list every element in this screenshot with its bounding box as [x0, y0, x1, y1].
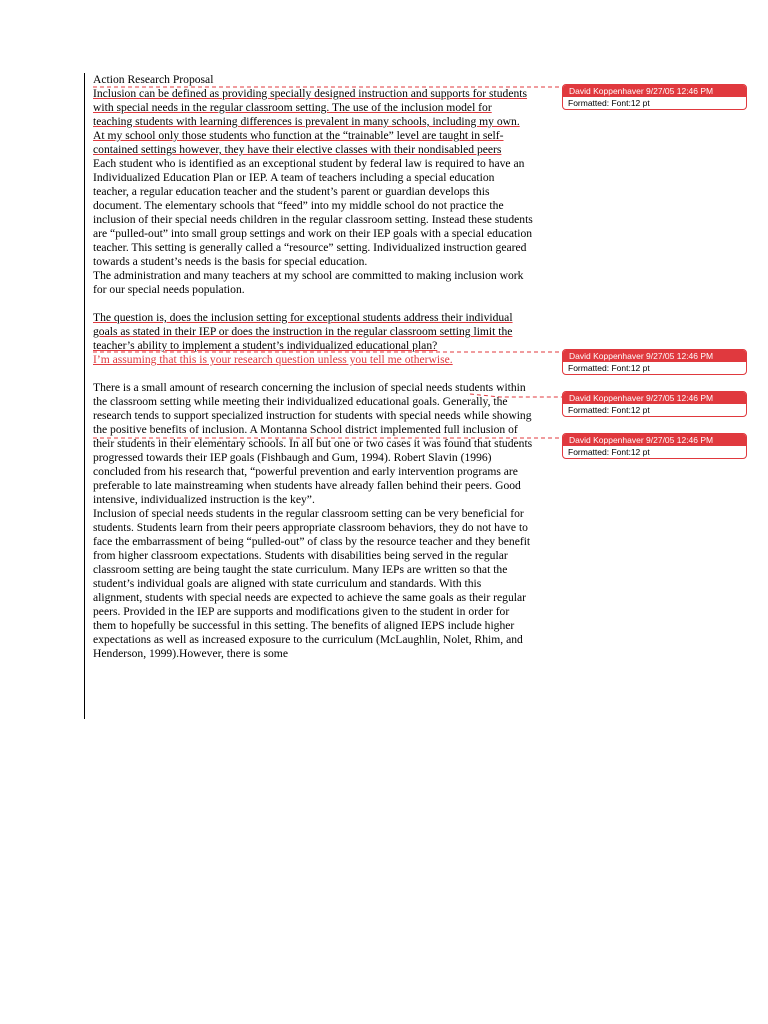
document-title: Action Research Proposal — [93, 73, 214, 86]
balloon-text: Formatted: Font:12 pt — [568, 98, 650, 108]
balloon-author: David Koppenhaver 9/27/05 12:46 PM — [563, 85, 746, 97]
balloon-text: Formatted: Font:12 pt — [568, 363, 650, 373]
balloon-author: David Koppenhaver 9/27/05 12:46 PM — [563, 350, 746, 362]
markup-balloon[interactable] — [562, 349, 747, 375]
inserted-comment-text: I’m assuming that this is your research question unless you tell me otherwise. — [93, 353, 453, 366]
balloon-author: David Koppenhaver 9/27/05 12:46 PM — [563, 434, 746, 446]
markup-balloon[interactable] — [562, 391, 747, 417]
blank-line — [93, 367, 533, 381]
balloon-text: Formatted: Font:12 pt — [568, 405, 650, 415]
paragraph: Inclusion of special needs students in the regular classroom setting can be very beneficial for students. Students learn from their peers appropriate classroom behaviors, they do not have to face the embarrassment of being “pulled-out” of class by the resource teacher and they benefit from higher classroom expectations. Students with disabilities being served in the regular classroom setting are being taught the state curriculum. Many IEPs are written so that the student’s individual goals are aligned with state curriculum and standards. With this alignment, students with special needs are expected to achieve the same goals as their regular peers. Provided in the IEP are supports and modifications given to the student in order for them to hopefully be successful in this setting. The benefits of aligned IEPS include higher expectations as well as increased exposure to the curriculum (McLaughlin, Nolet, Rhim, and Henderson, 1999).However, there is some — [93, 507, 531, 660]
document-body — [93, 73, 533, 661]
markup-balloon[interactable] — [562, 433, 747, 459]
research-question: The question is, does the inclusion setting for exceptional students address their individual goals as stated in their IEP or does the instruction in the regular classroom setting limit the teacher’s ability to implement a student’s individualized educational plan? — [93, 311, 513, 352]
balloon-text: Formatted: Font:12 pt — [568, 447, 650, 457]
paragraph: Each student who is identified as an exceptional student by federal law is required to have an Individualized Education Plan or IEP. A team of teachers including a special education teacher, a regular education teacher and the student’s parent or guardian develops this document. The elementary schools that “feed” into my middle school do not practice the inclusion of their special needs children in the regular classroom setting. Instead these students are “pulled-out” into small group settings and work on their IEP goals with a special education teacher. This setting is generally called a “resource” setting. Individualized instruction geared towards a student’s needs is the basis for special education. — [93, 157, 533, 268]
paragraph: Inclusion can be defined as providing specially designed instruction and supports for students with special needs in the regular classroom setting. The use of the inclusion model for teaching students with learning differences is prevalent in many schools, including my own. At my school only those students who function at the “trainable” level are taught in self-contained settings however, they have their elective classes with their nondisabled peers — [93, 87, 528, 156]
markup-balloon[interactable] — [562, 84, 747, 110]
balloon-author: David Koppenhaver 9/27/05 12:46 PM — [563, 392, 746, 404]
paragraph: The administration and many teachers at my school are committed to making inclusion work for our special needs population. — [93, 269, 524, 296]
blank-line — [93, 297, 533, 311]
paragraph: There is a small amount of research concerning the inclusion of special needs students within the classroom setting while meeting their individualized educational goals. Generally, the research tends to support specialized instruction for students with special needs while showing the positive benefits of inclusion. A Montanna School district implemented full inclusion of their students in their elementary schools. In all but one or two cases it was found that students progressed towards their IEP goals (Fishbaugh and Gum, 1994). Robert Slavin (1996) concluded from his research that, “powerful prevention and early intervention programs are preferable to late mainstreaming when students have already fallen behind their peers. Good intensive, individualized instruction is the key”. — [93, 381, 533, 506]
